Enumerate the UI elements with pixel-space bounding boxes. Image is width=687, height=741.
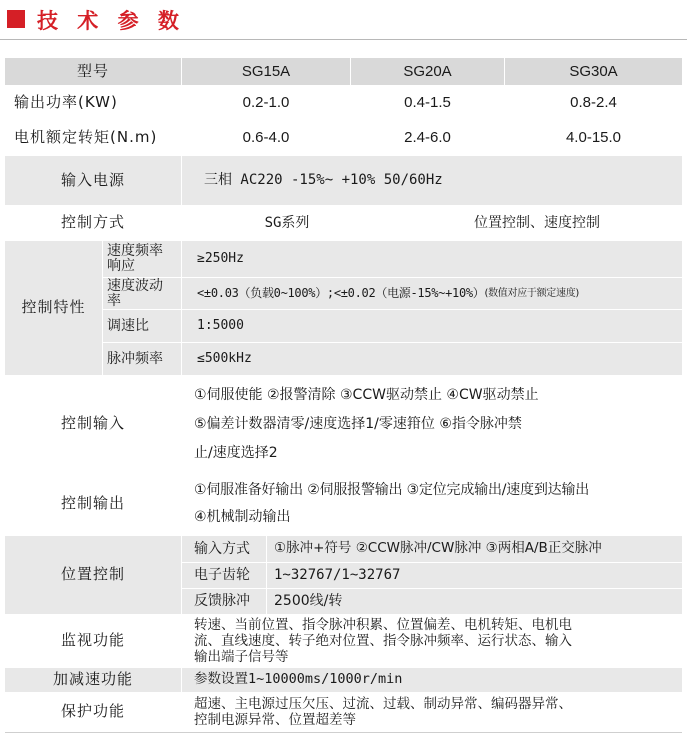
speed-response-label-line1: 速度频率 (107, 243, 163, 260)
input-power-value: 三相 AC220 -15%~ +10% 50/60Hz (182, 156, 682, 205)
monitor-line: 转速、当前位置、指令脉冲积累、位置偏差、电机转矩、电机电 (194, 617, 572, 633)
table-bottom-rule (5, 732, 682, 733)
pulse-frequency-value: ≤500kHz (182, 343, 682, 375)
power-sg30a: 0.8-2.4 (505, 87, 682, 119)
title-marker-square (7, 10, 25, 28)
control-input-value (182, 376, 682, 472)
speed-ratio-value: 1:5000 (182, 310, 682, 342)
input-power-label: 输入电源 (5, 156, 181, 205)
monitor-value (182, 615, 682, 667)
control-input-line: ①伺服使能 ②报警清除 ③CCW驱动禁止 ④CW驱动禁止 (194, 386, 539, 403)
control-output-line: ④机械制动输出 (194, 509, 291, 525)
model-sg30a: SG30A (505, 58, 682, 85)
speed-fluctuation-label-line2: 率 (107, 292, 121, 309)
torque-label: 电机额定转矩(N.m) (5, 121, 181, 154)
speed-response-label (103, 241, 181, 277)
feedback-pulse-value: 2500线/转 (267, 589, 682, 614)
model-sg15a: SG15A (182, 58, 350, 85)
model-label: 型号 (5, 58, 181, 85)
electronic-gear-label: 电子齿轮 (182, 563, 266, 588)
model-sg20a: SG20A (351, 58, 504, 85)
control-input-line: ⑤偏差计数器清零/速度选择1/零速箝位 ⑥指令脉冲禁 (194, 415, 522, 432)
control-output-value (182, 473, 682, 535)
control-mode-series: SG系列 (182, 206, 392, 240)
monitor-line: 流、直线速度、转子绝对位置、指令脉冲频率、运行状态、输入 (194, 633, 572, 649)
control-input-label: 控制输入 (5, 376, 181, 472)
speed-fluctuation-label-line1: 速度波动 (107, 277, 163, 294)
protection-line: 控制电源异常、位置超差等 (194, 712, 356, 728)
torque-sg15a: 0.6-4.0 (182, 121, 350, 154)
control-mode-label: 控制方式 (5, 206, 181, 240)
protection-label: 保护功能 (5, 693, 181, 731)
control-output-label: 控制输出 (5, 473, 181, 535)
speed-ratio-label: 调速比 (103, 310, 181, 342)
input-method-value: ①脉冲+符号 ②CCW脉冲/CW脉冲 ③两相A/B正交脉冲 (267, 536, 682, 562)
torque-sg20a: 2.4-6.0 (351, 121, 504, 154)
torque-sg30a: 4.0-15.0 (505, 121, 682, 154)
pulse-frequency-label: 脉冲频率 (103, 343, 181, 375)
speed-response-value: ≥250Hz (182, 241, 682, 277)
power-sg15a: 0.2-1.0 (182, 87, 350, 119)
protection-line: 超速、主电源过压欠压、过流、过载、制动异常、编码器异常、 (194, 696, 572, 712)
feedback-pulse-label: 反馈脉冲 (182, 589, 266, 614)
power-sg20a: 0.4-1.5 (351, 87, 504, 119)
speed-fluctuation-text: <±0.03（负载0~100%）;<±0.02（电源-15%~+10%） (197, 285, 485, 300)
position-control-label: 位置控制 (5, 536, 181, 614)
section-title: 技 术 参 数 (37, 9, 185, 33)
speed-fluctuation-label (103, 278, 181, 309)
accel-label: 加减速功能 (5, 668, 181, 692)
speed-fluctuation-value (182, 278, 682, 309)
monitor-label: 监视功能 (5, 615, 181, 667)
speed-fluctuation-note: (数值对应于额定速度) (484, 287, 580, 299)
input-method-label: 输入方式 (182, 536, 266, 562)
speed-response-label-line2: 响应 (107, 258, 135, 274)
section-title-bar (0, 0, 687, 40)
monitor-line: 输出端子信号等 (194, 649, 289, 665)
control-features-label: 控制特性 (5, 241, 102, 375)
power-label: 输出功率(KW) (5, 87, 181, 119)
control-output-line: ①伺服准备好输出 ②伺服报警输出 ③定位完成输出/速度到达输出 (194, 482, 590, 498)
protection-value (182, 693, 682, 731)
control-mode-value: 位置控制、速度控制 (392, 206, 682, 240)
electronic-gear-value: 1~32767/1~32767 (267, 563, 682, 588)
accel-value: 参数设置1~10000ms/1000r/min (182, 668, 682, 692)
control-input-line: 止/速度选择2 (194, 444, 278, 461)
